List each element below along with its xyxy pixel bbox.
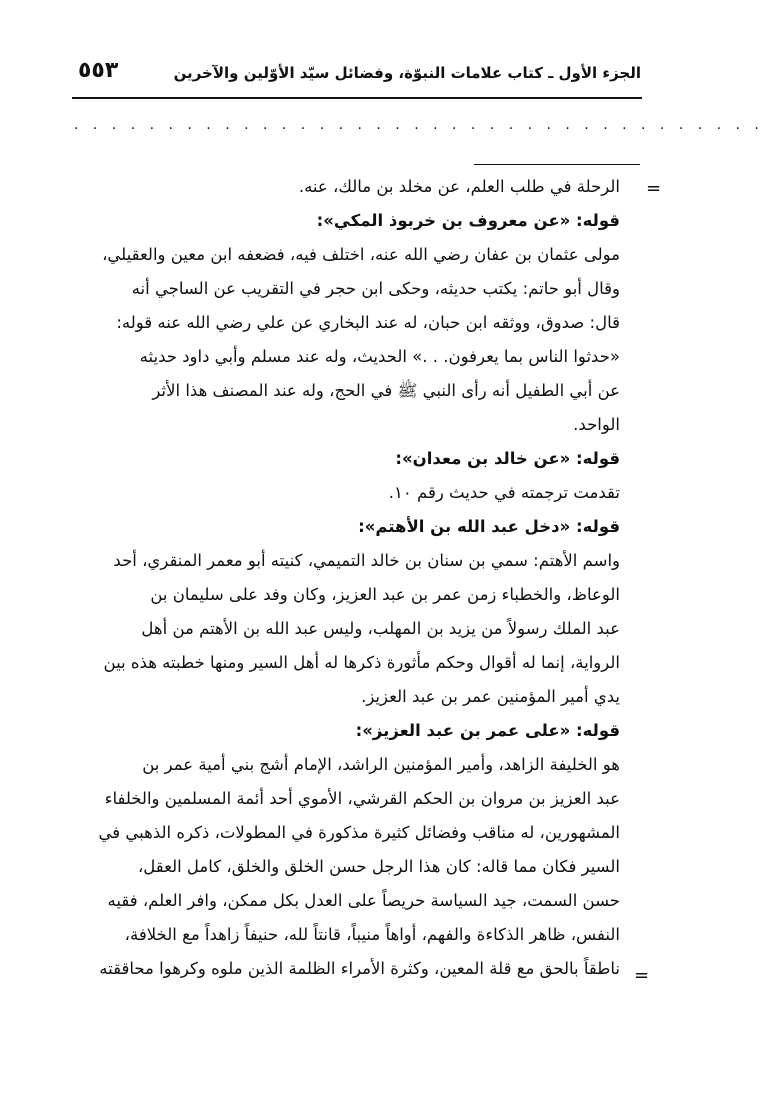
text-line: حسن السمت، جيد السياسة حريصاً على العدل بكل ممكن، وافر العلم، فقيه (107, 891, 620, 910)
continuation-mark: = (646, 178, 662, 199)
commentary-text (56, 170, 620, 986)
separator-dots: . . . . . . . . . . . . . . . . . . . . . . . . . . . . . . . . . . . . . (74, 117, 764, 133)
page-number: ٥٥٣ (78, 58, 119, 83)
text-line: «حدثوا الناس بما يعرفون. . .» الحديث، وله عند مسلم وأبي داود حديثه (139, 347, 620, 366)
text-line: عبد الملك رسولاً من يزيد بن المهلب، وليس عبد الله بن الأهتم من أهل (141, 619, 620, 638)
entry-heading: قوله: «على عمر بن عبد العزيز»: (355, 721, 620, 740)
text-line: المشهورين، له مناقب وفضائل كثيرة مذكورة في المطولات، ذكره الذهبي في (98, 823, 620, 842)
page-header (78, 58, 641, 92)
running-title: الجزء الأول ـ كتاب علامات النبوّة، وفضائل سيّد الأوّلين والآخرين (173, 64, 641, 82)
text-line: الواحد. (573, 415, 620, 434)
text-line: السير فكان مما قاله: كان هذا الرجل حسن الخلق والخلق، كامل العقل، (137, 857, 620, 876)
text-line: الرواية، إنما له أقوال وحكم مأثورة ذكرها له أهل السير ومنها خطبته هذه بين (103, 653, 620, 672)
text-line: الرحلة في طلب العلم، عن مخلد بن مالك، عنه. (298, 177, 620, 196)
text-line: مولى عثمان بن عفان رضي الله عنه، اختلف فيه، فضعفه ابن معين والعقيلي، (102, 245, 620, 264)
text-line: هو الخليفة الزاهد، وأمير المؤمنين الراشد، الإمام أشج بني أمية عمر بن (142, 755, 620, 774)
text-line: وقال أبو حاتم: يكتب حديثه، وحكى ابن حجر في التقريب عن الساجي أنه (131, 279, 620, 298)
text-line: عبد العزيز بن مروان بن الحكم القرشي، الأموي أحد أئمة المسلمين والخلفاء (104, 789, 620, 808)
text-line: قال: صدوق، ووثقه ابن حبان، له عند البخاري عن علي رضي الله عنه قوله: (116, 313, 620, 332)
text-line: تقدمت ترجمته في حديث رقم ١٠. (388, 483, 620, 502)
text-line: يدي أمير المؤمنين عمر بن عبد العزيز. (361, 687, 620, 706)
text-line: ناطقاً بالحق مع قلة المعين، وكثرة الأمراء الظلمة الذين ملوه وكرهوا محاققته (99, 959, 620, 978)
continuation-end-mark: = (634, 965, 650, 986)
entry-heading: قوله: «عن خالد بن معدان»: (395, 449, 620, 468)
text-line: النفس، ظاهر الذكاءة والفهم، أواهاً منيباً، قانتاً لله، حنيفاً زاهداً مع الخلافة، (124, 925, 620, 944)
header-rule (72, 97, 642, 99)
entry-heading: قوله: «دخل عبد الله بن الأهتم»: (358, 517, 620, 536)
text-line: الوعاظ، والخطباء زمن عمر بن عبد العزيز، وكان وفد على سليمان بن (150, 585, 620, 604)
entry-heading: قوله: «عن معروف بن خربوذ المكي»: (316, 211, 620, 230)
footnote-rule (474, 164, 640, 165)
text-line: واسم الأهتم: سمي بن سنان بن خالد التميمي، كنيته أبو معمر المنقري، أحد (113, 551, 620, 570)
text-line: عن أبي الطفيل أنه رأى النبي ﷺ في الحج، وله عند المصنف هذا الأثر (152, 381, 620, 400)
